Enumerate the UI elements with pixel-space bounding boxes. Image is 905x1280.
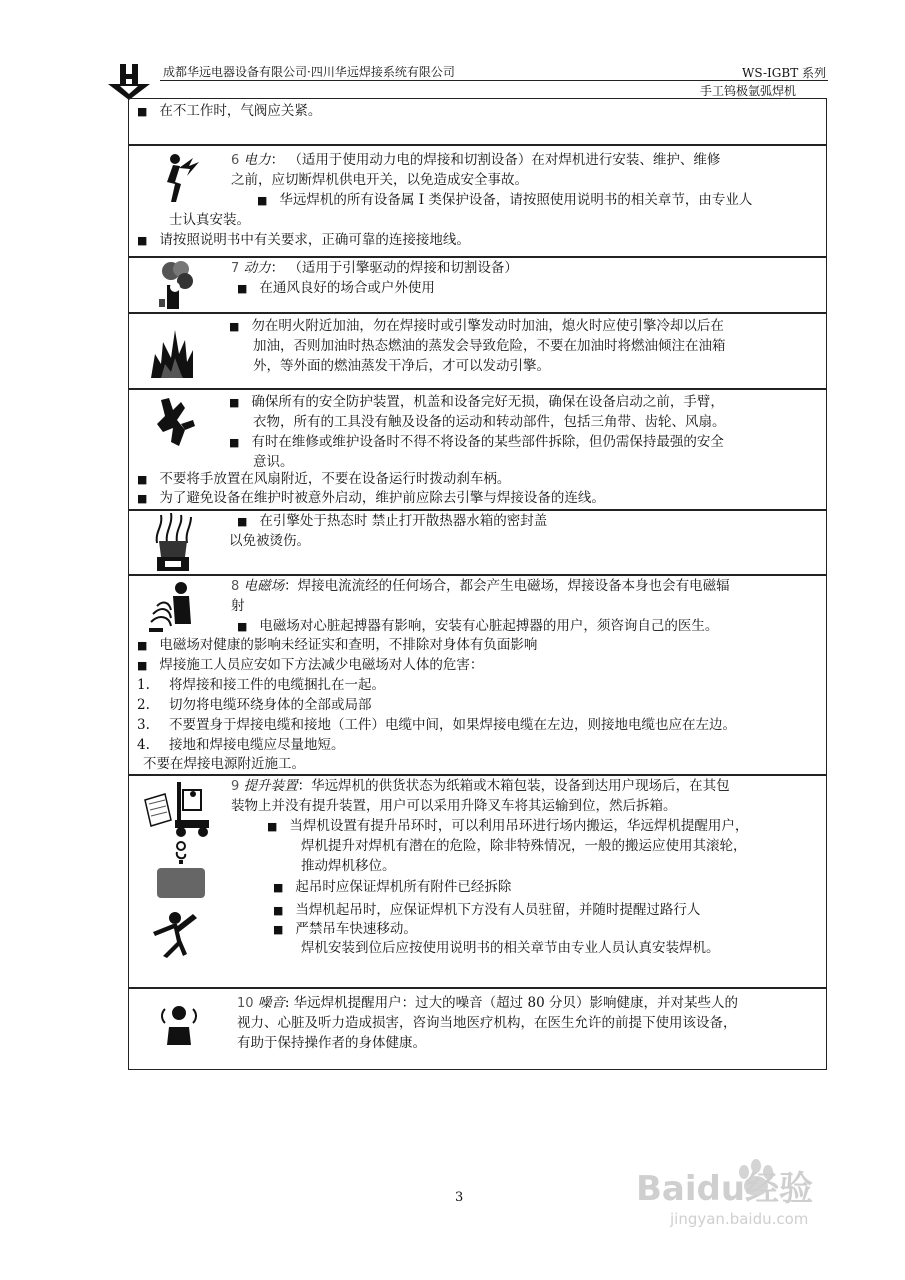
fire-icon xyxy=(149,324,195,378)
section-text: 视力、心脏及听力造成损害，咨询当地医疗机构，在医生允许的前提下使用该设备， xyxy=(237,1015,737,1031)
header-product: 手工钨极氩弧焊机 xyxy=(700,84,797,98)
electromagnetic-field-section xyxy=(128,575,827,775)
bullet-text: ■ 在不工作时，气阀应关紧。 xyxy=(137,101,321,122)
bullet-text-cont: 焊机提升对焊机有潜在的危险，除非特殊情况，一般的搬运应使用其滚轮， xyxy=(301,838,747,854)
section-heading xyxy=(231,576,730,597)
watermark-brand: Baidu经验 xyxy=(636,1169,814,1209)
fuel-section xyxy=(128,313,827,389)
engine-exhaust-icon xyxy=(157,261,197,311)
bullet-text-cont: 衣物，所有的工具没有触及设备的运动和转动部件，包括三角带、齿轮、风扇。 xyxy=(253,414,726,430)
section-text: 之前，应切断焊机供电开关，以免造成安全事故。 xyxy=(231,172,528,188)
section-text: ： （适用于引擎驱动的焊接和切割设备） xyxy=(270,260,518,276)
list-item: 将焊接和接工件的电缆捆扎在一起。 xyxy=(169,677,385,693)
section-text: : 华远焊机提醒用户：过大的噪音（超过 80 分贝）影响健康，并对某些人的 xyxy=(284,995,738,1011)
section-heading xyxy=(231,258,518,279)
section-text: 射 xyxy=(231,598,245,614)
hand-injury-icon xyxy=(151,396,197,448)
section-number: 8 xyxy=(231,579,240,594)
section-text: 不要在焊接电源附近施工。 xyxy=(143,756,305,772)
bullet-text: ■ 电磁场对健康的影响未经证实和查明，不排除对身体有负面影响 xyxy=(137,635,537,656)
forklift-icon xyxy=(143,780,213,838)
person-warning-icon xyxy=(147,906,203,960)
section-title: 电力 xyxy=(243,152,271,168)
page-number: 3 xyxy=(455,1190,464,1205)
bullet-text: ■ 不要将手放置在风扇附近，不要在设备运行时拨动刹车柄。 xyxy=(137,469,510,490)
bullet-text: ■ 在引擎处于热态时 禁止打开散热器水箱的密封盖 xyxy=(237,511,547,532)
electric-power-section xyxy=(128,145,827,257)
bullet-text: ■ 当焊机起吊时，应保证焊机下方没有人员驻留，并随时提醒过路行人 xyxy=(273,900,700,921)
electromagnetic-field-icon xyxy=(149,580,197,634)
lifting-device-section xyxy=(128,775,827,988)
gas-valve-section xyxy=(128,98,827,145)
section-text: 焊机安装到位后应按使用说明书的相关章节由专业人员认真安装焊机。 xyxy=(301,940,720,956)
list-number: 3. xyxy=(137,717,150,733)
engine-power-section xyxy=(128,257,827,313)
bullet-text: ■ 确保所有的安全防护装置，机盖和设备完好无损，确保在设备启动之前，手臂， xyxy=(229,392,724,413)
section-text: 有助于保持操作者的身体健康。 xyxy=(237,1035,426,1051)
noise-section xyxy=(128,988,827,1070)
bullet-text-cont: 意识。 xyxy=(253,454,294,470)
section-text: 装物上并没有提升装置，用户可以采用升降叉车将其运输到位，然后拆箱。 xyxy=(231,798,677,814)
bullet-text: ■ 起吊时应保证焊机所有附件已经拆除 xyxy=(273,877,511,898)
bullet-text: ■ 为了避免设备在维护时被意外启动，维护前应除去引擎与焊接设备的连线。 xyxy=(137,488,605,509)
lifting-ring-icon xyxy=(153,840,209,900)
list-item: 接地和焊接电缆应尽量地短。 xyxy=(169,737,345,753)
company-logo xyxy=(106,62,152,102)
electric-shock-icon xyxy=(155,152,201,206)
section-number: 7 xyxy=(231,261,240,276)
bullet-text: ■ 有时在维修或维护设备时不得不将设备的某些部件拆除，但仍需保持最强的安全 xyxy=(229,432,724,453)
bullet-text: ■ 严禁吊车快速移动。 xyxy=(273,919,417,940)
section-number: 9 xyxy=(231,779,240,794)
section-text: ：华远焊机的供货状态为纸箱或木箱包装，设备到达用户现场后，在其包 xyxy=(297,778,730,794)
bullet-text-cont: 推动焊机移位。 xyxy=(301,858,396,874)
list-number: 2. xyxy=(137,697,150,713)
section-title: 提升装置 xyxy=(243,778,298,794)
section-title: 动力 xyxy=(243,260,271,276)
list-item: 不要置身于焊接电缆和接地（工件）电缆中间，如果焊接电缆在左边，则接地电缆也应在左边。 xyxy=(169,717,736,733)
list-item: 切勿将电缆环绕身体的全部或局部 xyxy=(169,697,372,713)
header-series: WS-IGBT 系列 xyxy=(742,66,827,80)
hot-radiator-icon xyxy=(151,513,195,573)
section-text: ： （适用于使用动力电的焊接和切割设备）在对焊机进行安装、维护、维修 xyxy=(270,152,721,168)
section-title: 电磁场 xyxy=(243,578,285,594)
bullet-text: ■ 在通风良好的场合或户外使用 xyxy=(237,278,435,299)
bullet-text: ■ 勿在明火附近加油，勿在焊接时或引擎发动时加油，熄火时应使引擎冷却以后在 xyxy=(229,316,724,337)
moving-parts-section xyxy=(128,389,827,510)
header-company: 成都华远电器设备有限公司·四川华远焊接系统有限公司 xyxy=(163,65,455,79)
noise-ear-icon xyxy=(161,1001,197,1045)
bullet-text-cont: 加油，否则加油时热态燃油的蒸发会导致危险，不要在加油时将燃油倾注在油箱 xyxy=(253,338,726,354)
bullet-text: ■ 当焊机设置有提升吊环时，可以利用吊环进行场内搬运，华远焊机提醒用户， xyxy=(267,816,748,837)
baidu-watermark xyxy=(636,1150,866,1230)
list-number: 1. xyxy=(137,677,150,693)
section-number: 6 xyxy=(231,153,240,168)
section-title: 噪音 xyxy=(257,995,285,1011)
header-rule xyxy=(160,80,828,81)
watermark-url: jingyan.baidu.com xyxy=(670,1210,809,1228)
bullet-text-cont: 外，等外面的燃油蒸发干净后，才可以发动引擎。 xyxy=(253,358,550,374)
radiator-section xyxy=(128,510,827,575)
section-heading xyxy=(231,150,720,171)
list-number: 4. xyxy=(137,737,150,753)
bullet-text-cont: 以免被烫伤。 xyxy=(229,533,310,549)
bullet-text: ■ 电磁场对心脏起搏器有影响，安装有心脏起搏器的用户，须咨询自己的医生。 xyxy=(237,616,718,637)
section-number: 10 xyxy=(237,996,254,1011)
bullet-text: ■ 请按照说明书中有关要求，正确可靠的连接接地线。 xyxy=(137,230,470,251)
section-heading xyxy=(231,776,730,797)
section-text: ：焊接电流流经的任何场合，都会产生电磁场，焊接设备本身也会有电磁辐 xyxy=(284,578,730,594)
bullet-text: ■ 华远焊机的所有设备属 I 类保护设备，请按照使用说明书的相关章节，由专业人 xyxy=(257,190,752,211)
section-heading xyxy=(237,993,738,1014)
bullet-text-cont: 士认真安装。 xyxy=(169,212,250,228)
bullet-text: ■ 焊接施工人员应安如下方法减少电磁场对人体的危害： xyxy=(137,655,483,676)
